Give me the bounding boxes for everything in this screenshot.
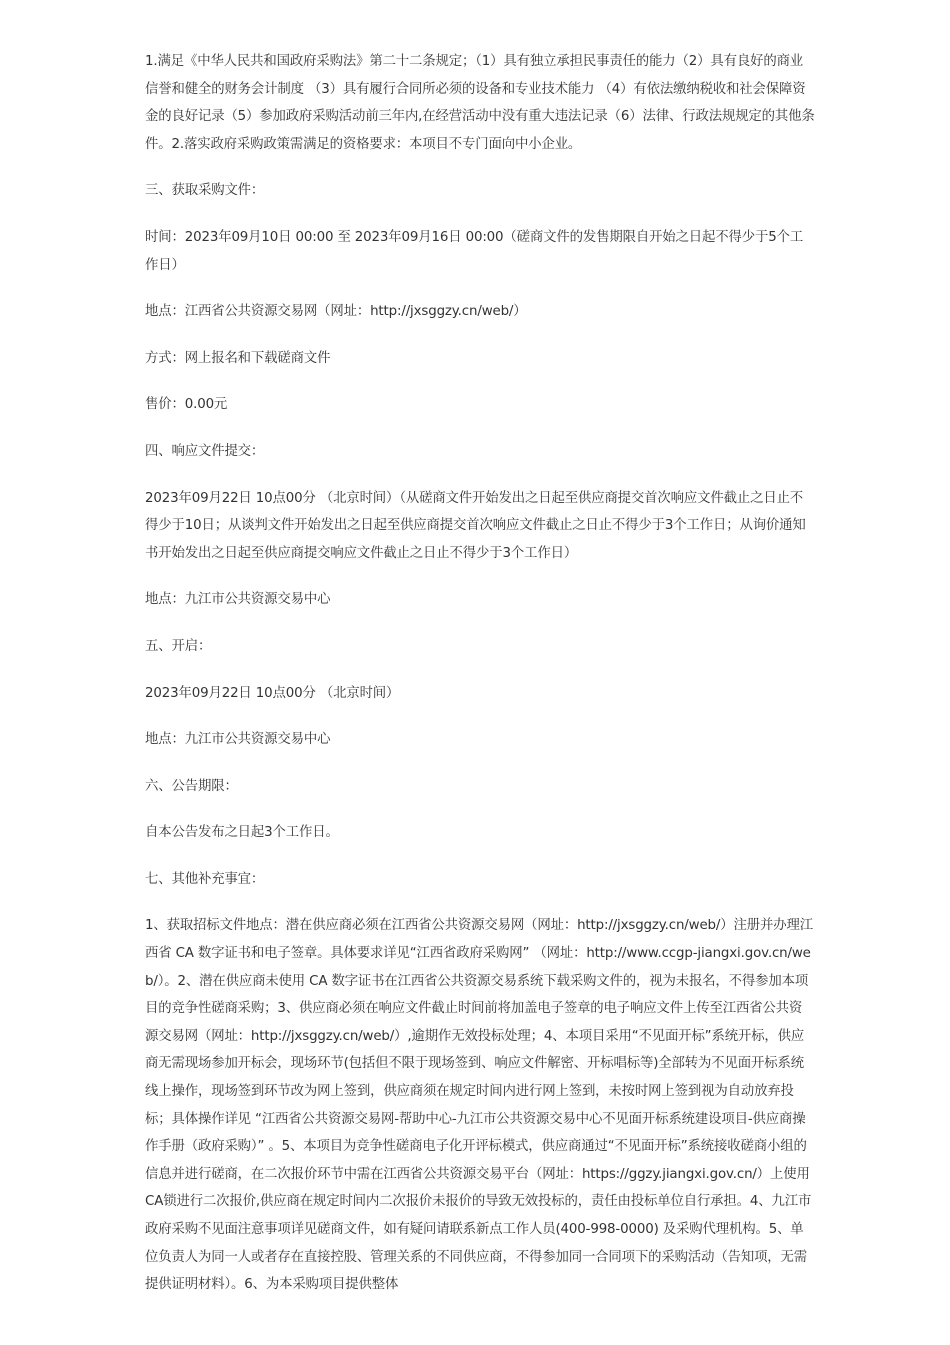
section-heading-response-submission: 四、响应文件提交： [145,443,265,459]
obtain-time-paragraph: 时间：2023年09月10日 00:00 至 2023年09月16日 00:00（磋商文件的发售期限自开始之日起不得少于5个工作日） [145,229,804,273]
section-heading-notice-period: 六、公告期限： [145,778,238,794]
obtain-method-paragraph: 方式：网上报名和下载磋商文件 [145,350,331,366]
section-heading-obtain-documents: 三、获取采购文件： [145,183,265,199]
section-heading-other-matters: 七、其他补充事宜： [145,871,265,887]
qualification-requirements-paragraph: 1.满足《中华人民共和国政府采购法》第二十二条规定；（1）具有独立承担民事责任的能力（2）具有良好的商业信誉和健全的财务会计制度 （3）具有履行合同所必须的设备和专业技术能力 （4）有依法缴纳税收和社会保障资金的良好记录（5）参加政府采购活动前三年内,在经营活动中没有重大违法记录（6）法律、行政法规规定的其他条件。2.落实政府采购政策需满足的资格要求：本项目不专门面向中小企业。 [145,54,815,152]
obtain-location-paragraph: 地点：江西省公共资源交易网（网址：http://jxsggzy.cn/web/） [145,304,527,320]
price-paragraph: 售价：0.00元 [145,397,228,413]
opening-location-paragraph: 地点：九江市公共资源交易中心 [145,732,331,748]
notice-period-paragraph: 自本公告发布之日起3个工作日。 [145,825,339,841]
submission-location-paragraph: 地点：九江市公共资源交易中心 [145,592,331,608]
other-matters-paragraph: 1、获取招标文件地点：潜在供应商必须在江西省公共资源交易网（网址：http://jxsggzy.cn/web/）注册并办理江西省 CA 数字证书和电子签章。具体要求详见“江西省政府采购网” （网址：http://www.ccgp-jiangxi.gov.cn/web/）。2、潜在供应商未使用 CA 数字证书在江西省公共资源交易系统下载采购文件的，视为未报名，不得参加本项目的竞争性磋商采购；3、供应商必须在响应文件截止时间前将加盖电子签章的电子响应文件上传至江西省公共资源交易网（网址：http://jxsggzy.cn/web/）,逾期作无效投标处理；4、本项目采用“不见面开标”系统开标，供应商无需现场参加开标会，现场环节(包括但不限于现场签到、响应文件解密、开标唱标等)全部转为不见面开标系统线上操作，现场签到环节改为网上签到，供应商须在规定时间内进行网上签到，未按时网上签到视为自动放弃投标；具体操作详见 “江西省公共资源交易网-帮助中心-九江市公共资源交易中心不见面开标系统建设项目-供应商操作手册（政府采购）” 。5、本项目为竞争性磋商电子化开评标模式，供应商通过“不见面开标”系统接收磋商小组的信息并进行磋商，在二次报价环节中需在江西省公共资源交易平台（网址：https://ggzy.jiangxi.gov.cn/）上使用CA锁进行二次报价,供应商在规定时间内二次报价未报价的导致无效投标的，责任由投标单位自行承担。4、九江市政府采购不见面注意事项详见磋商文件，如有疑问请联系新点工作人员(400-998-0000) 及采购代理机构。5、单位负责人为同一人或者存在直接控股、管理关系的不同供应商，不得参加同一合同项下的采购活动（告知项，无需提供证明材料）。6、为本采购项目提供整体 [145,918,813,1293]
section-heading-opening: 五、开启： [145,638,212,654]
opening-time-paragraph: 2023年09月22日 10点00分 （北京时间） [145,685,400,701]
document-body [145,48,815,1299]
submission-deadline-paragraph: 2023年09月22日 10点00分 （北京时间）（从磋商文件开始发出之日起至供应商提交首次响应文件截止之日止不得少于10日；从谈判文件开始发出之日起至供应商提交首次响应文件截止之日止不得少于3个工作日；从询价通知书开始发出之日起至供应商提交响应文件截止之日止不得少于3个工作日） [145,490,806,561]
